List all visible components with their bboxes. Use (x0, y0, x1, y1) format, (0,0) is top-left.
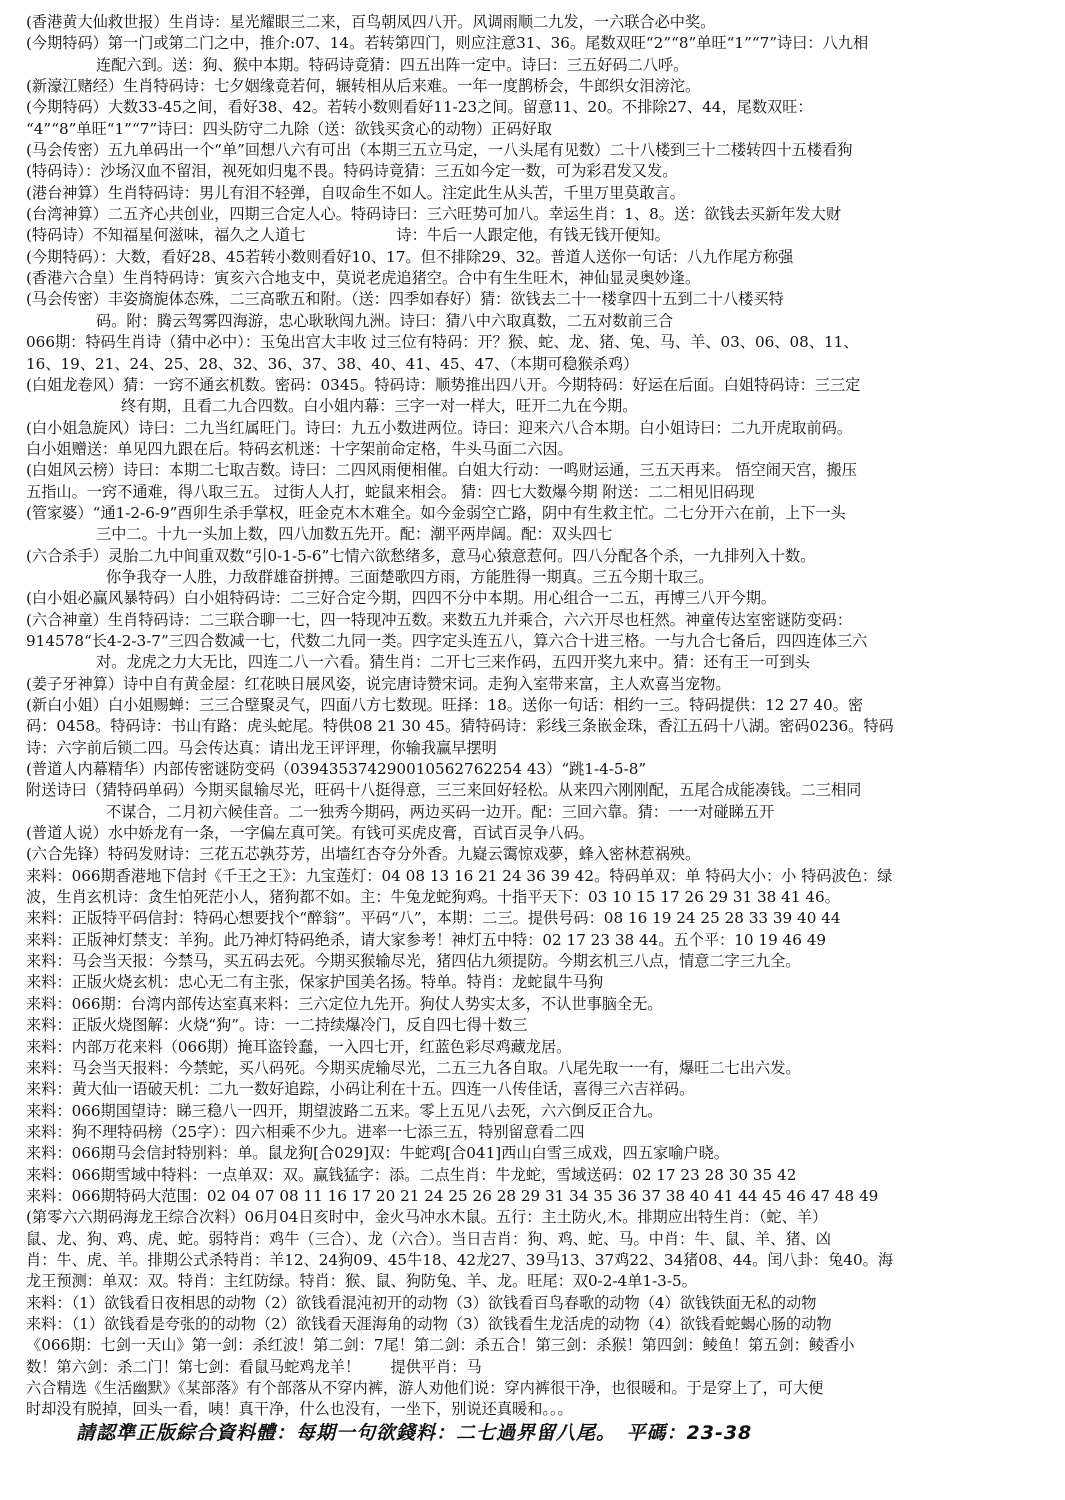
text-line: 来料：066期香港地下信封《千王之王》：九宝莲灯：04 08 13 16 21 24 36 39 42。特码单双：单 特码大小：小 特码波色：绿 (26, 866, 893, 885)
document-body (26, 12, 1036, 1421)
text-line: 来料：066期雪域中特料：一点单双：双。赢钱猛字：添。二点生肖：牛龙蛇，雪域送码：02 17 23 28 30 35 42 (26, 1165, 797, 1184)
text-line: 龙王预测：单双：双。特肖：主红防绿。特肖：猴、鼠、狗防兔、羊、龙。旺尾：双0-2-4单1-3-5。 (26, 1272, 697, 1291)
text-line: 来料：066期：台湾内部传达室真来料：三六定位九先开。狗仗人势实太多，不认世事脑全无。 (26, 994, 663, 1013)
text-line: 波，生肖玄机诗：贪生怕死茫小人，猪狗都不如。主：牛兔龙蛇狗鸡。十指平天下：03 10 15 17 26 29 31 38 41 46。 (26, 888, 840, 907)
text-line: 914578“长4-2-3-7”三四合数减一七，代数二九同一类。四字定头连五八，算六合十进三格。一与九合七备后，四四连体三六 (26, 631, 868, 650)
text-line: 数！第六剑：杀二门！第七剑：看鼠马蛇鸡龙羊！ 提供平肖：马 (26, 1357, 482, 1376)
text-line: (姜子牙神算）诗中自有黄金屋：红花映日展风姿，说完唐诗赞宋词。走狗入室带来富，主人欢喜当宠物。 (26, 674, 731, 693)
text-line: 来料：正版神灯禁支：羊狗。此乃神灯特码绝杀，请大家参考！神灯五中特：02 17 23 38 44。五个平：10 19 46 49 (26, 930, 827, 949)
text-line: (今期特码）第一门或第二门之中，推介:07、14。若转第四门，则应注意31、36。尾数双旺“2”“8”单旺“1”“7”诗曰：八九相 (26, 34, 869, 53)
text-line: (六合先锋）特码发财诗：三花五芯孰芬芳，出墙红杏夺分外香。九嶷云霭惊戏夢，蜂入密林惹祸殃。 (26, 845, 701, 864)
text-line: 你争我夺一人胜，力敌群雄奋拼搏。三面楚歌四方雨，方能胜得一期真。三五今期十取三。 (106, 567, 714, 586)
text-line: 码。附：腾云驾雾四海游，忠心耿耿闯九洲。诗曰：猜八中六取真数，二五对数前三合 (96, 311, 674, 330)
text-line: (白姐龙卷风）猜：一窍不通玄机数。密码：0345。特码诗：顺势推出四八开。今期特码：好运在后面。白姐特码诗：三三定 (26, 375, 861, 394)
text-line: (今期特码）：大数，看好28、45若转小数则看好10、17。但不排除29、32。普道人送你一句话：八九作尾方称强 (26, 247, 794, 266)
text-line: 《066期：七剑一天山》第一剑：杀红波！第二剑：7尾！第二剑：杀五合！第三剑：杀猴！第四剑：鲮鱼！第五剑：鲮香小 (26, 1336, 855, 1355)
text-line: (香港六合皇）生肖特码诗：寅亥六合地支中，莫说老虎追猪空。合中有生生旺木，神仙显灵奥妙逢。 (26, 269, 701, 288)
text-line: 来料：（1）欲钱看是夸张的的动物（2）欲钱看天涯海角的动物（3）欲钱看生龙活虎的动物（4）欲钱看蛇蝎心肠的动物 (26, 1314, 832, 1333)
text-line: 肖：牛、虎、羊。排期公式杀特肖：羊12、24狗09、45牛18、42龙27、39马13、37鸡22、34猪08、44。闰八卦：兔40。海 (26, 1250, 894, 1269)
text-line: 连配六到。送：狗、猴中本期。特码诗竟猜：四五出阵一定中。诗曰：三五好码二八呼。 (96, 55, 689, 74)
text-line: 码：0458。特码诗：书山有路：虎头蛇尾。特供08 21 30 45。猜特码诗：彩线三条嵌金珠，香江五码十八湖。密码0236。特码 (26, 717, 894, 736)
text-line: 白小姐赠送：单见四九跟在后。特码玄机迷：十字架前命定格，牛头马面二六因。 (26, 439, 573, 458)
text-line: 鼠、龙、狗、鸡、虎、蛇。弱特肖：鸡牛（三合）、龙（六合）。当日吉肖：狗、鸡、蛇、马。中肖：牛、鼠、羊、猪、凶 (26, 1229, 831, 1248)
text-line: 来料：马会当天报：今禁马，买五码去死。今期买猴输尽光，猪四佔九须提防。今期玄机三八点，情意二字三九全。 (26, 952, 801, 971)
text-line: 六合精选《生活幽默》《某部落》有个部落从不穿内裤，游人劝他们说：穿内裤很干净，也很暖和。于是穿上了，可大便 (26, 1379, 824, 1397)
text-line: (新白小姐）白小姐赐蝉：三三合壁聚灵气，四面八方七数现。旺择：18。送你一句话：相约一三。特码提供：12 27 40。密 (26, 696, 864, 714)
text-line: “4”“8”单旺“1”“7”诗曰：四头防守二九除（送：欲钱买贪心的动物）正码好取 (26, 119, 553, 138)
text-line: 来料：（1）欲钱看日夜相思的动物（2）欲钱看混沌初开的动物（3）欲钱看百鸟春歌的动物（4）欲钱铁面无私的动物 (26, 1293, 817, 1312)
text-line: 诗：六字前后锁二四。马会传达真：请出龙王评评理，你输我赢早摆明 (26, 738, 497, 757)
text-line: 066期：特码生肖诗（猜中必中）：玉兔出宫大丰收 过三位有特码：开？猴、蛇、龙、猪、兔、马、羊、03、06、08、11、 (26, 333, 859, 352)
text-line: 五指山。一窍不通难，得八取三五。 过街人人打，蛇鼠来相会。 猜：四七大数爆今期 附送：二二相见旧码现 (26, 482, 755, 501)
text-line: (管家婆）“通1-2-6-9”酉卯生杀手掌权，旺金克木木难全。如今金弱空亡路，阴中有生救主忙。二七分开六在前，上下一头 (26, 503, 846, 522)
text-line: 来料：正版火烧玄机：忠心无二有主张，保家护国美名扬。特单。特肖：龙蛇鼠牛马狗 (26, 973, 604, 992)
text-line: 三中二。十九一头加上数，四八加数五先开。配：潮平两岸阔。配：双头四七 (96, 525, 613, 544)
text-line: (台湾神算）二五齐心共创业，四期三合定人心。特码诗曰：三六旺势可加八。幸运生肖：1、8。送：欲钱去买新年发大财 (26, 205, 842, 224)
text-line: (特码诗）：沙场汉血不留泪，视死如归鬼不畏。特码诗竟猜：三五如今定一数，可为彩君发又发。 (26, 162, 678, 181)
text-line: 来料：正版火烧图解：火烧“狗”。诗：一二持续爆冷门，反自四七得十数三 (26, 1016, 528, 1035)
text-line: (白小姐急旋风）诗曰：二九当红属旺门。诗曰：九五小数进两位。诗曰：迎来六八合本期。白小姐诗曰：二九开虎取前码。 (26, 418, 853, 437)
text-line: (马会传密）五九单码出一个“单”回想八六有可出（本期三五立马定，一八头尾有见数）二十八楼到三十二楼转四十五楼看狗 (26, 141, 853, 160)
text-line: 不谋合，二月初六候佳音。二一独秀今期码，两边买码一边开。配：三回六靠。猜：一一对碰睇五开 (106, 802, 775, 821)
text-line: (马会传密）丰姿旖旎体态殊，二三高歌五和附。（送：四季如春好）猜：欲钱去二十一楼拿四十五到二十八楼买特 (26, 290, 784, 309)
text-line: 来料：066期马会信封特别料：单。鼠龙狗[合029]双：牛蛇鸡[合041]西山白雪三成戏，四五家喻户晓。 (26, 1144, 729, 1163)
text-line: 附送诗曰（猜特码单码）今期买鼠输尽光，旺码十八挺得意，三三来回好轻松。从来四六刚刚配，五尾合成能凑钱。二三相同 (26, 781, 862, 800)
text-line: (六合神童）生肖特码诗：二三联合聊一七，四一特现冲五数。来数五九并乘合，六六开尽也枉然。神童传达室密谜防变码： (26, 610, 853, 629)
text-line: 来料：正版特平码信封：特码心想要找个“醉翁”。平码“八”，本期：二三。提供号码：08 16 19 24 25 28 33 39 40 44 (26, 909, 841, 928)
text-line: (特码诗）不知福星何滋味，福久之人道七 诗：牛后一人跟定他，有钱无钱开便知。 (26, 226, 670, 245)
text-line: (普道人说）水中娇龙有一条，一字偏左真可笑。有钱可买虎皮膏，百试百灵争八码。 (26, 824, 594, 843)
text-line: (新濠江赌经）生肖特码诗：七夕姻缘竟若何，辗转相从后来难。一年一度鹊桥会，牛郎织女泪滂沱。 (26, 77, 701, 96)
text-line: (港台神算）生肖特码诗：男儿有泪不轻弹，自叹命生不如人。注定此生从头苦，千里万里莫敢言。 (26, 183, 685, 202)
text-line: 来料：内部万花来料（066期）掩耳盗铃蠢，一入四七开，红蓝色彩尽鸡藏龙居。 (26, 1037, 572, 1056)
text-line: (香港黄大仙救世报）生肖诗：星光耀眼三二来，百鸟朝凤四八开。风调雨顺二九发，一六联合必中奖。 (26, 13, 716, 31)
text-line: (白姐风云榜）诗曰：本期二七取吉数。诗曰：二四风雨便相催。白姐大行动：一鸣财运通，三五天再来。 悟空闹天宫，搬压 (26, 461, 857, 480)
text-line: 时却没有脱掉，回头一看，咦！真干净，什么也没有，一坐下，别说还真暖和。。。 (26, 1400, 573, 1419)
text-line: (白小姐必赢风暴特码）白小姐特码诗：二三好合定今期，四四不分中本期。用心组合一二五，再博三八开今期。 (26, 589, 777, 608)
text-line: 对。龙虎之力大无比，四连二八一六看。猜生肖：二开七三来作码，五四开奖九来中。猜：还有王一可到头 (96, 653, 810, 672)
text-line: 16、19、21、24、25、28、32、36、37、38、40、41、45、47、（本期可稳猴杀鸡） (26, 354, 639, 373)
text-line: (普道人内幕精华）内部传密谜防变码（039435374290010562762254 43）“跳1-4-5-8” (26, 760, 647, 779)
text-line: 来料：黄大仙一语破天机：二九一数好追踪，小码让利在十五。四连一八传佳话，喜得三六吉祥码。 (26, 1080, 695, 1099)
text-line: 终有期，且看二九合四数。白小姐内幕：三字一对一样大，旺开二九在今期。 (121, 397, 638, 416)
text-line: 来料：066期特码大范围：02 04 07 08 11 16 17 20 21 24 25 26 28 29 31 34 35 36 37 38 40 41 44 45 46 47 48 49 (26, 1186, 879, 1205)
text-line: 来料：马会当天报料：今禁蛇，买八码死。今期买虎输尽光，二五三九各自取。八尾先取一一有，爆旺二七出六发。 (26, 1058, 801, 1077)
text-line: (六合杀手）灵胎二九中间重双数“引0-1-5-6”七情六欲愁绪多，意马心猿意惹何。四八分配各个杀，一九排列入十数。 (26, 546, 816, 565)
text-line: (第零六六期码海龙王综合次料）06月04日亥时中，金火马冲水木鼠。五行：主土防火,木。排期应出特生肖：（蛇、羊） (26, 1208, 828, 1227)
text-line: 来料：狗不理特码榜（25字）：四六相乘不少九。进率一七添三五，特别留意看二四 (26, 1122, 585, 1141)
text-line: (今期特码）大数33-45之间，看好38、42。若转小数则看好11-23之间。留意11、20。不排除27、44，尾数双旺： (26, 98, 813, 117)
text-line: 来料：066期国望诗：睇三稳八一四开，期望波路二五来。零上五见八去死，六六倒反正合九。 (26, 1101, 663, 1120)
footer-banner: 請認準正版綜合資料體：每期一句欲錢料：二七過界留八尾。 平碼：23-38 (76, 1422, 753, 1444)
